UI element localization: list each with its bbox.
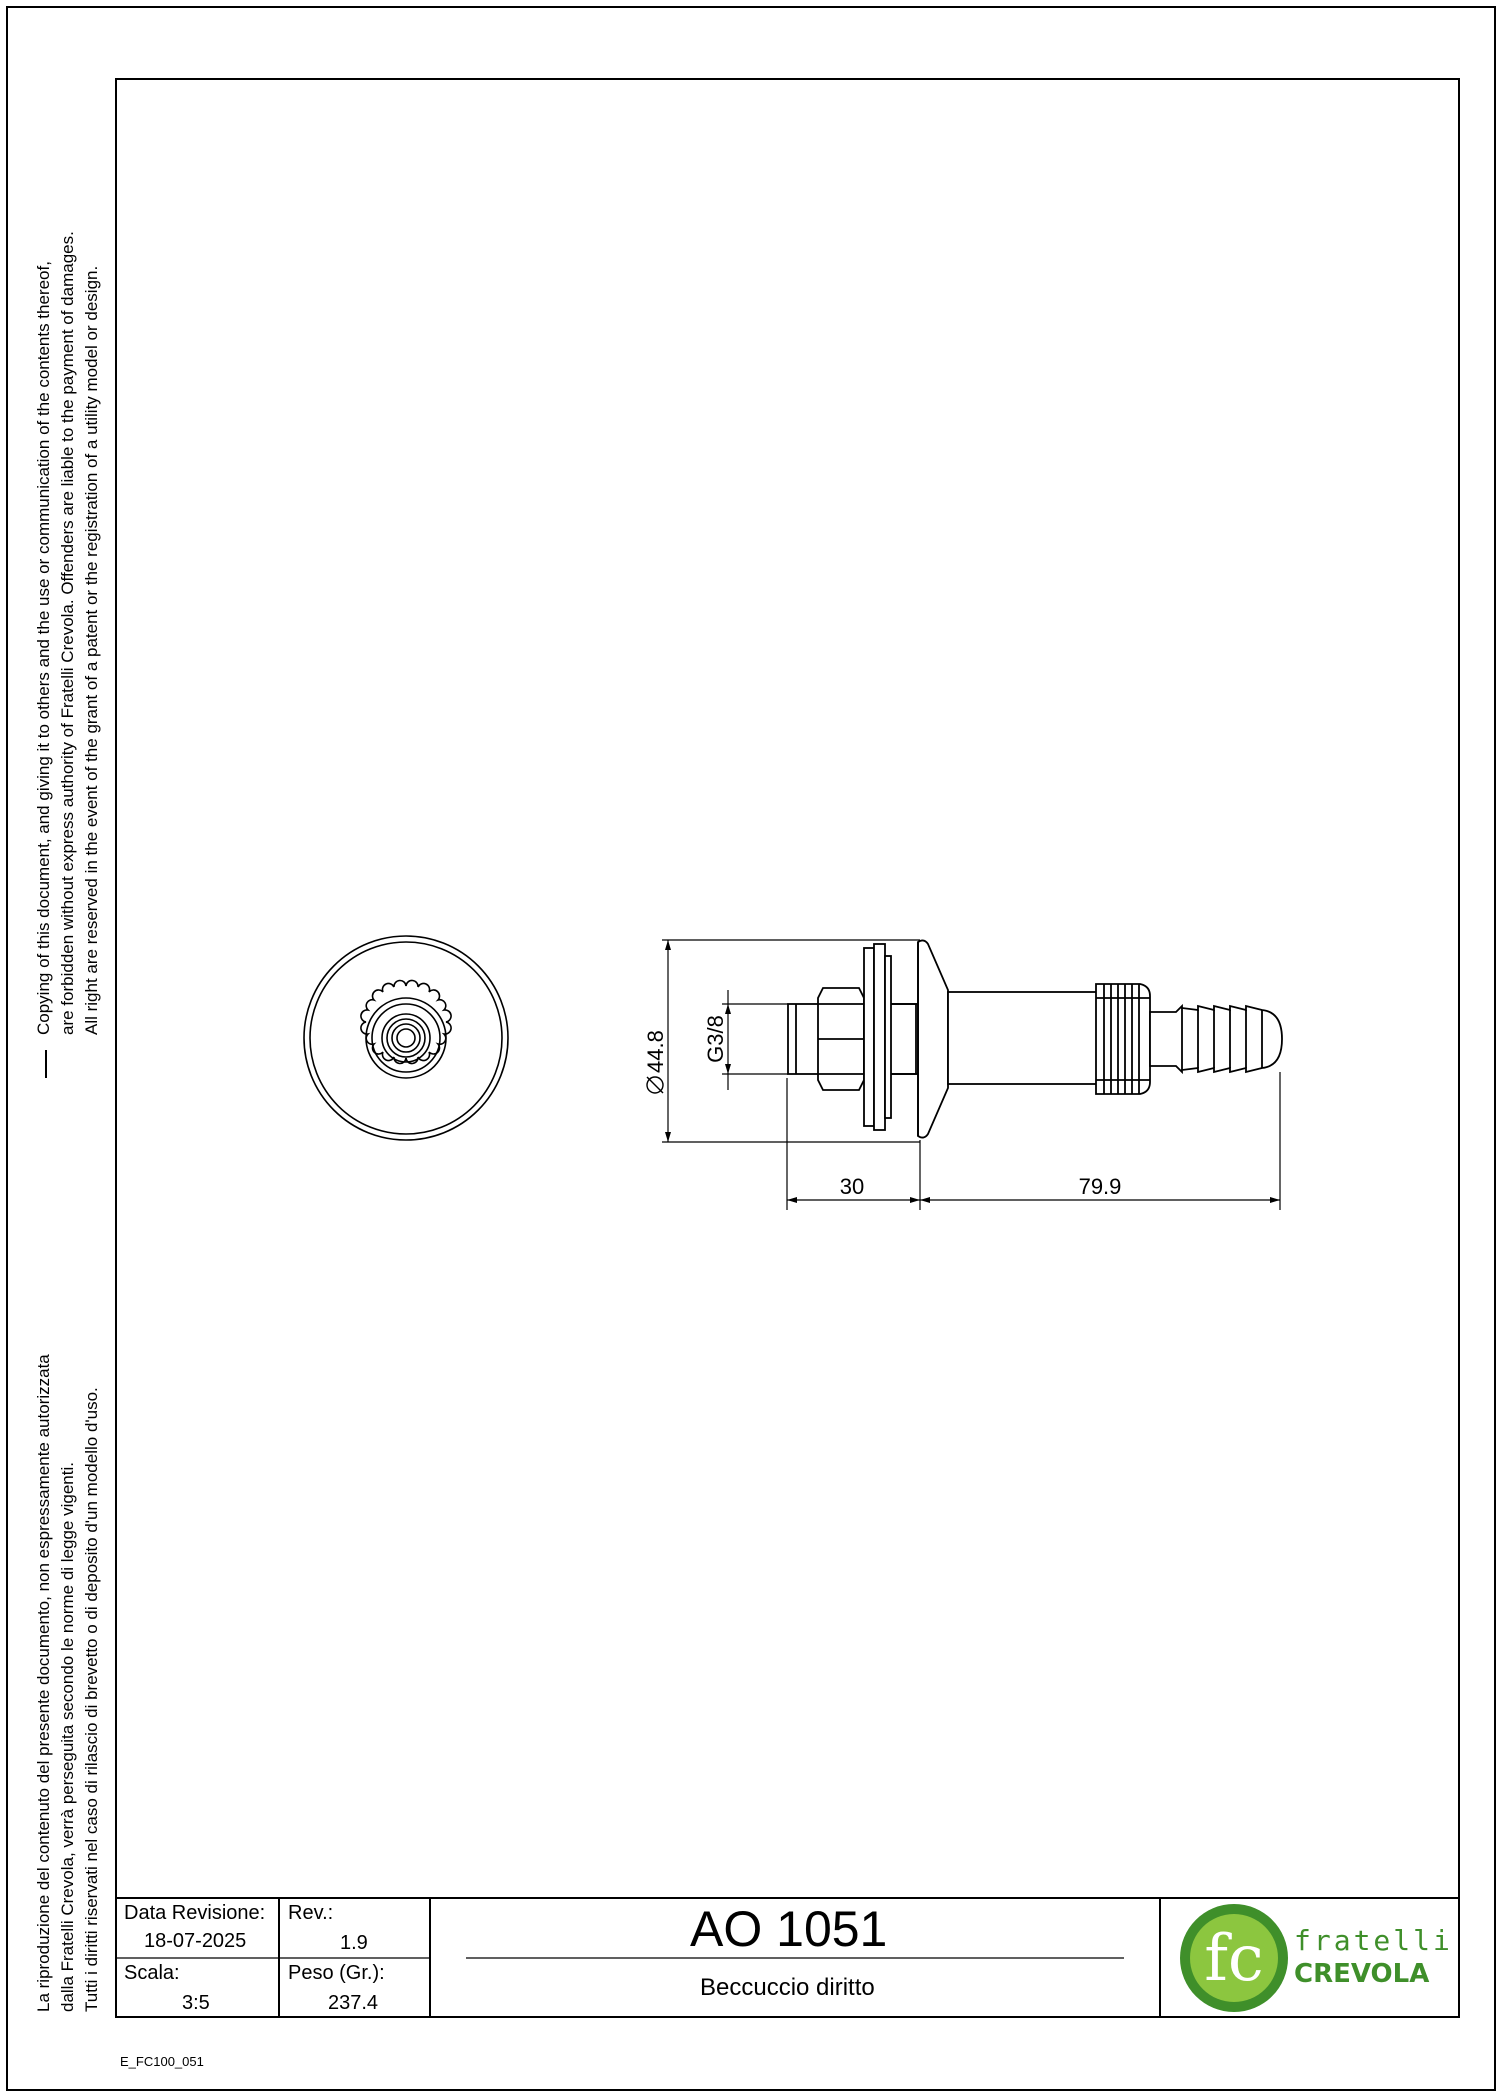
legal-it-line: dalla Fratelli Crevola, verrà perseguita secondo le norme di legge vigenti. (58, 1462, 77, 2012)
dim-length-b: 79.9 (1078, 1174, 1122, 1199)
logo-monogram: fc (1204, 1922, 1264, 1996)
dim-thread: G3/8 (703, 1015, 728, 1063)
rev-value: 1.9 (340, 1932, 368, 1954)
legal-en-line: are forbidden without express authority of Fratelli Crevola. Offenders are liable to the payment of damages. (58, 231, 77, 1035)
scala-value: 3:5 (182, 1992, 210, 2014)
product-code: AO 1051 (690, 1901, 888, 1957)
peso-label: Peso (Gr.): (288, 1962, 385, 1984)
legal-en-line: All right are reserved in the event of the grant of a patent or the registration of a utility model or design. (82, 265, 101, 1035)
legal-it-line: La riproduzione del contenuto del presente documento, non espressamente autorizzata (34, 1354, 53, 2012)
product-description: Beccuccio diritto (700, 1974, 875, 2001)
data-revisione-label: Data Revisione: (124, 1902, 266, 1924)
data-revisione-value: 18-07-2025 (144, 1930, 247, 1952)
rev-label: Rev.: (288, 1902, 334, 1924)
dim-diameter: 44.8 (643, 1030, 668, 1073)
peso-value: 237.4 (328, 1992, 379, 2014)
front-view (304, 936, 508, 1140)
dim-length-a: 30 (839, 1174, 865, 1199)
logo-word-fratelli: fratelli (1294, 1924, 1453, 1957)
legal-it-line: Tutti i diritti riservati nel caso di rilascio di brevetto o di deposito d'un modello d'uso. (82, 1387, 101, 2012)
fratelli-crevola-logo (1180, 1904, 1453, 2012)
scala-label: Scala: (124, 1962, 180, 1984)
side-view (788, 940, 1282, 1137)
legal-en-line: Copying of this document, and giving it to others and the use or communication of the contents thereof, (34, 261, 53, 1035)
footer-document-code: E_FC100_051 (120, 2054, 204, 2069)
logo-word-crevola: CREVOLA (1294, 1959, 1430, 1989)
